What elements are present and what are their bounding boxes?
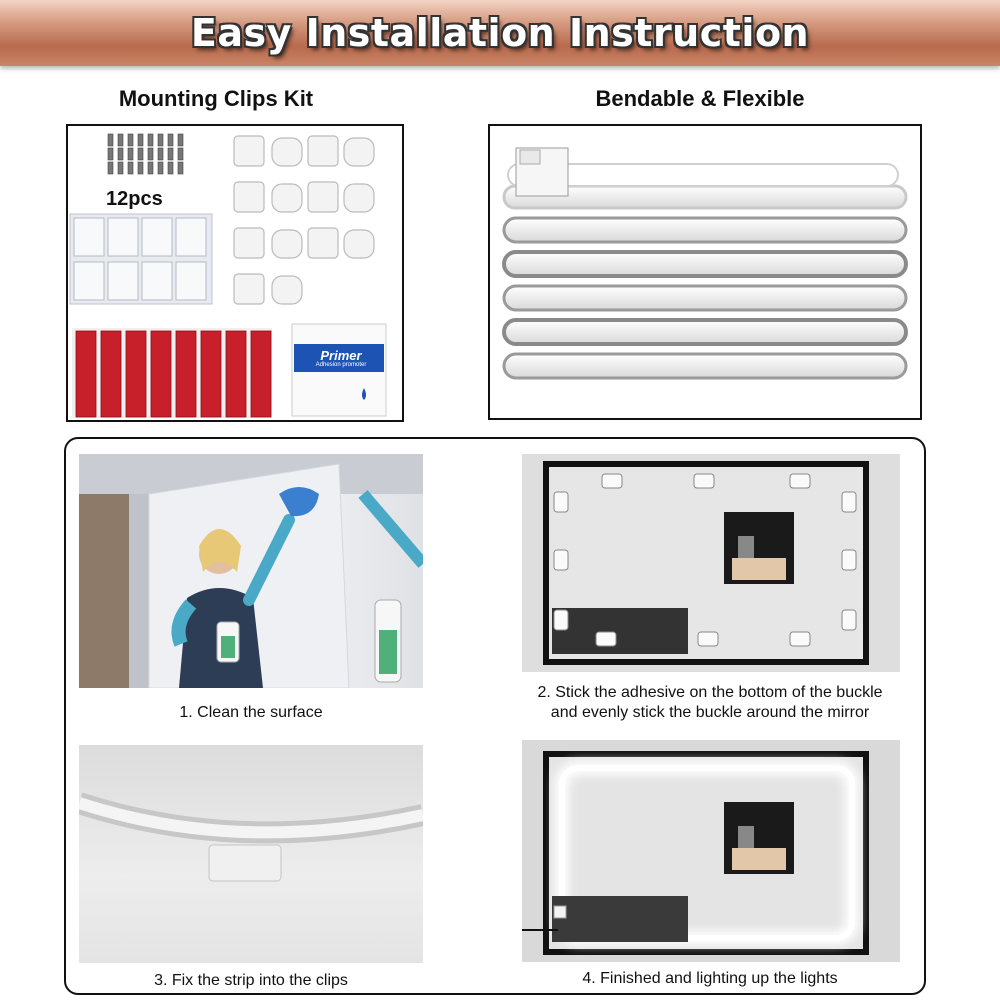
step3-caption: 3. Fix the strip into the clips <box>154 972 348 989</box>
lit-mirror-icon <box>522 740 900 962</box>
step1-caption: 1. Clean the surface <box>179 704 323 721</box>
led-strip-coil-icon <box>490 126 920 418</box>
step4-caption: 4. Finished and lighting up the lights <box>582 970 838 987</box>
screws-icon <box>108 134 183 174</box>
title-banner <box>0 0 1000 66</box>
flex-heading: Bendable & Flexible <box>595 86 805 111</box>
step4-photo <box>522 740 900 962</box>
primer-packet-icon <box>292 324 386 416</box>
banner-title: Easy Installation Instruction <box>190 11 810 55</box>
mirror-with-clips-icon <box>522 454 900 672</box>
strip-in-clip-icon <box>79 745 423 963</box>
kit-heading: Mounting Clips Kit <box>118 86 314 111</box>
primer-label: Primer <box>320 348 362 363</box>
step3-photo <box>79 745 423 963</box>
kit-illustration <box>68 126 402 420</box>
primer-sub-label: Adhesion promoter <box>315 362 367 368</box>
step2-caption-line2: and evenly stick the buckle around the mirror <box>550 704 870 721</box>
adhesive-pads-icon <box>70 214 212 304</box>
screws-count-label: 12pcs <box>106 188 163 210</box>
flex-panel <box>488 124 922 420</box>
step1-photo <box>79 454 423 688</box>
step2-photo <box>522 454 900 672</box>
cleaning-scene-icon <box>79 454 423 688</box>
step2-caption-line1: 2. Stick the adhesive on the bottom of the buckle <box>537 684 883 701</box>
step2-caption <box>500 683 920 723</box>
clips-icon <box>234 136 374 304</box>
red-tape-icon <box>72 328 272 418</box>
kit-panel <box>66 124 404 422</box>
